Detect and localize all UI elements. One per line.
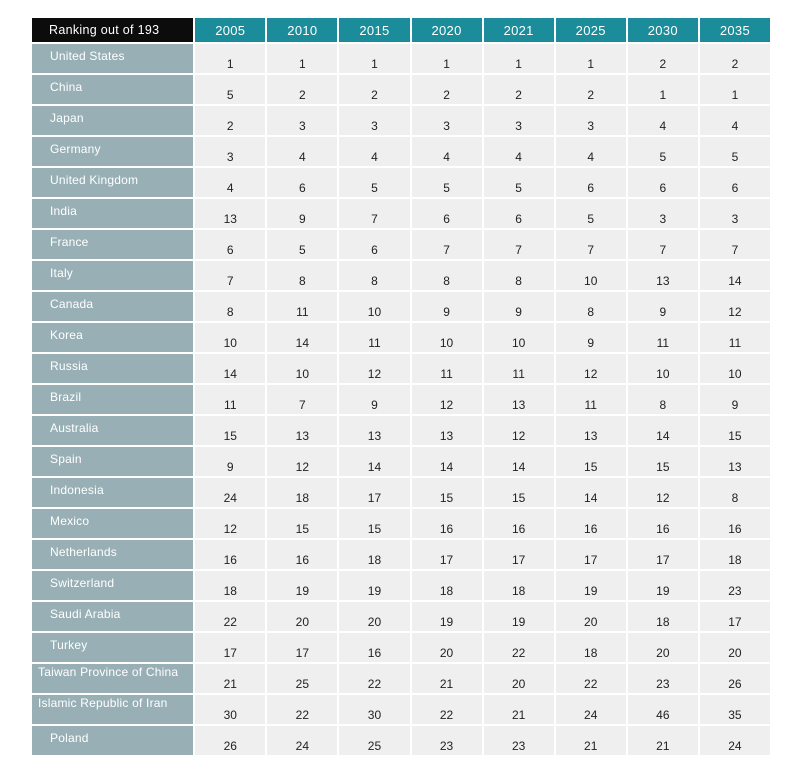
rank-value: 11 [339, 323, 409, 352]
rank-value: 8 [339, 261, 409, 290]
country-name: Korea [32, 323, 193, 352]
rank-value: 4 [700, 106, 770, 135]
rank-value: 20 [484, 664, 554, 693]
table-row [32, 478, 770, 507]
table-row [32, 137, 770, 166]
table-row [32, 168, 770, 197]
rank-value: 14 [484, 447, 554, 476]
rank-value: 18 [556, 633, 626, 662]
rank-value: 3 [339, 106, 409, 135]
rank-value: 7 [484, 230, 554, 259]
rank-value: 4 [412, 137, 482, 166]
rank-value: 6 [339, 230, 409, 259]
rank-value: 15 [700, 416, 770, 445]
rank-value: 12 [195, 509, 265, 538]
rank-value: 7 [339, 199, 409, 228]
rank-value: 19 [628, 571, 698, 600]
rank-value: 20 [700, 633, 770, 662]
rank-value: 14 [628, 416, 698, 445]
rank-value: 8 [412, 261, 482, 290]
rank-value: 11 [267, 292, 337, 321]
rank-value: 30 [339, 695, 409, 724]
table-row [32, 385, 770, 414]
table-row [32, 354, 770, 383]
table-row [32, 447, 770, 476]
rank-value: 17 [484, 540, 554, 569]
country-name: Germany [32, 137, 193, 166]
rank-value: 5 [267, 230, 337, 259]
rank-value: 20 [267, 602, 337, 631]
rank-value: 11 [195, 385, 265, 414]
rank-value: 13 [700, 447, 770, 476]
rank-value: 10 [195, 323, 265, 352]
table-row [32, 199, 770, 228]
rank-value: 14 [195, 354, 265, 383]
rank-value: 21 [628, 726, 698, 755]
rank-value: 5 [700, 137, 770, 166]
rank-value: 4 [484, 137, 554, 166]
rank-value: 1 [700, 75, 770, 104]
rank-value: 3 [267, 106, 337, 135]
country-name: China [32, 75, 193, 104]
rank-value: 1 [267, 44, 337, 73]
rank-value: 6 [412, 199, 482, 228]
table-row [32, 633, 770, 662]
rank-value: 22 [412, 695, 482, 724]
rank-value: 12 [700, 292, 770, 321]
rank-value: 8 [484, 261, 554, 290]
country-name: Indonesia [32, 478, 193, 507]
table-row [32, 664, 770, 693]
rank-value: 2 [484, 75, 554, 104]
country-name: Russia [32, 354, 193, 383]
rank-value: 13 [195, 199, 265, 228]
rank-value: 1 [556, 44, 626, 73]
rank-value: 6 [628, 168, 698, 197]
rank-value: 22 [267, 695, 337, 724]
table-row [32, 695, 770, 724]
rank-value: 5 [412, 168, 482, 197]
rank-value: 25 [339, 726, 409, 755]
table-row [32, 509, 770, 538]
rank-value: 5 [484, 168, 554, 197]
rank-value: 24 [700, 726, 770, 755]
rank-value: 12 [556, 354, 626, 383]
rank-value: 24 [195, 478, 265, 507]
rank-value: 16 [484, 509, 554, 538]
rank-value: 17 [339, 478, 409, 507]
rank-value: 7 [195, 261, 265, 290]
table-row [32, 726, 770, 755]
rank-value: 8 [195, 292, 265, 321]
rank-value: 9 [700, 385, 770, 414]
country-name: France [32, 230, 193, 259]
country-name: Italy [32, 261, 193, 290]
rank-value: 1 [484, 44, 554, 73]
table-row [32, 44, 770, 73]
rank-value: 12 [412, 385, 482, 414]
rank-value: 15 [628, 447, 698, 476]
rank-value: 13 [339, 416, 409, 445]
rank-value: 16 [412, 509, 482, 538]
rank-value: 3 [484, 106, 554, 135]
rank-value: 5 [556, 199, 626, 228]
rank-value: 2 [195, 106, 265, 135]
rank-value: 1 [339, 44, 409, 73]
rank-value: 17 [412, 540, 482, 569]
rank-value: 3 [195, 137, 265, 166]
rank-value: 26 [195, 726, 265, 755]
country-name: Taiwan Province of China [32, 664, 193, 693]
country-name: Japan [32, 106, 193, 135]
rank-value: 6 [556, 168, 626, 197]
rank-value: 7 [556, 230, 626, 259]
rank-value: 19 [339, 571, 409, 600]
rank-value: 7 [700, 230, 770, 259]
rank-value: 15 [267, 509, 337, 538]
rank-value: 9 [556, 323, 626, 352]
year-header: 2021 [484, 18, 554, 42]
rank-value: 11 [628, 323, 698, 352]
rank-value: 15 [556, 447, 626, 476]
rank-value: 21 [484, 695, 554, 724]
rank-value: 23 [484, 726, 554, 755]
year-header: 2010 [267, 18, 337, 42]
rank-value: 20 [339, 602, 409, 631]
rank-value: 8 [556, 292, 626, 321]
country-name: Switzerland [32, 571, 193, 600]
rank-value: 16 [195, 540, 265, 569]
rank-value: 9 [484, 292, 554, 321]
rank-value: 2 [628, 44, 698, 73]
rank-value: 4 [195, 168, 265, 197]
rank-value: 2 [700, 44, 770, 73]
rank-value: 26 [700, 664, 770, 693]
rank-value: 14 [339, 447, 409, 476]
year-header: 2025 [556, 18, 626, 42]
rank-value: 23 [700, 571, 770, 600]
table-row [32, 292, 770, 321]
rank-value: 16 [700, 509, 770, 538]
table-row [32, 602, 770, 631]
rank-value: 12 [267, 447, 337, 476]
rank-value: 24 [267, 726, 337, 755]
rank-value: 3 [700, 199, 770, 228]
rank-value: 6 [267, 168, 337, 197]
rank-value: 20 [628, 633, 698, 662]
rank-value: 4 [628, 106, 698, 135]
rank-value: 14 [267, 323, 337, 352]
rank-value: 14 [700, 261, 770, 290]
rank-value: 15 [484, 478, 554, 507]
rank-value: 2 [412, 75, 482, 104]
table-row [32, 106, 770, 135]
rank-value: 18 [412, 571, 482, 600]
rank-value: 20 [556, 602, 626, 631]
table-row [32, 571, 770, 600]
rank-value: 15 [195, 416, 265, 445]
rank-value: 18 [700, 540, 770, 569]
table-row [32, 416, 770, 445]
rank-value: 7 [628, 230, 698, 259]
country-name: Saudi Arabia [32, 602, 193, 631]
rank-value: 11 [484, 354, 554, 383]
rank-value: 16 [628, 509, 698, 538]
rank-value: 10 [628, 354, 698, 383]
rank-value: 5 [628, 137, 698, 166]
country-name: Australia [32, 416, 193, 445]
rank-value: 8 [267, 261, 337, 290]
country-name: Poland [32, 726, 193, 755]
rank-value: 22 [339, 664, 409, 693]
rank-value: 13 [628, 261, 698, 290]
rank-value: 17 [195, 633, 265, 662]
rank-value: 10 [556, 261, 626, 290]
rank-value: 18 [267, 478, 337, 507]
rank-value: 12 [339, 354, 409, 383]
rank-value: 2 [556, 75, 626, 104]
rank-value: 15 [412, 478, 482, 507]
rank-value: 16 [556, 509, 626, 538]
rank-value: 16 [267, 540, 337, 569]
rank-value: 11 [412, 354, 482, 383]
rank-value: 6 [484, 199, 554, 228]
rank-value: 1 [412, 44, 482, 73]
rank-value: 8 [700, 478, 770, 507]
rank-value: 4 [267, 137, 337, 166]
rank-value: 22 [556, 664, 626, 693]
rank-value: 23 [412, 726, 482, 755]
country-name: Islamic Republic of Iran [32, 695, 193, 724]
rank-value: 14 [556, 478, 626, 507]
rank-value: 4 [339, 137, 409, 166]
rank-value: 46 [628, 695, 698, 724]
rank-value: 18 [339, 540, 409, 569]
rank-value: 13 [556, 416, 626, 445]
rank-value: 12 [628, 478, 698, 507]
rank-value: 18 [195, 571, 265, 600]
country-name: United States [32, 44, 193, 73]
ranking-header-label: Ranking out of 193 [32, 18, 193, 42]
table-row [32, 261, 770, 290]
rank-value: 21 [556, 726, 626, 755]
rank-value: 17 [700, 602, 770, 631]
rank-value: 16 [339, 633, 409, 662]
rank-value: 11 [700, 323, 770, 352]
rank-value: 3 [556, 106, 626, 135]
rank-value: 5 [339, 168, 409, 197]
country-name: United Kingdom [32, 168, 193, 197]
rank-value: 7 [412, 230, 482, 259]
rank-value: 2 [339, 75, 409, 104]
rank-value: 9 [195, 447, 265, 476]
rank-value: 21 [195, 664, 265, 693]
rank-value: 9 [628, 292, 698, 321]
rank-value: 4 [556, 137, 626, 166]
rank-value: 13 [412, 416, 482, 445]
rank-value: 11 [556, 385, 626, 414]
rank-value: 13 [267, 416, 337, 445]
rank-value: 15 [339, 509, 409, 538]
rank-value: 5 [195, 75, 265, 104]
rank-value: 19 [412, 602, 482, 631]
rank-value: 17 [556, 540, 626, 569]
header-row [32, 18, 770, 42]
table-row [32, 75, 770, 104]
rank-value: 14 [412, 447, 482, 476]
rank-value: 10 [339, 292, 409, 321]
country-name: Turkey [32, 633, 193, 662]
year-header: 2015 [339, 18, 409, 42]
table-body [32, 44, 770, 755]
table-row [32, 323, 770, 352]
rank-value: 25 [267, 664, 337, 693]
rank-value: 9 [267, 199, 337, 228]
year-header: 2005 [195, 18, 265, 42]
rank-value: 19 [267, 571, 337, 600]
rank-value: 19 [484, 602, 554, 631]
year-header: 2030 [628, 18, 698, 42]
country-name: Netherlands [32, 540, 193, 569]
table-row [32, 540, 770, 569]
rank-value: 18 [628, 602, 698, 631]
rank-value: 3 [628, 199, 698, 228]
rank-value: 22 [195, 602, 265, 631]
rank-value: 23 [628, 664, 698, 693]
ranking-table [30, 16, 772, 757]
rank-value: 1 [628, 75, 698, 104]
year-header: 2035 [700, 18, 770, 42]
rank-value: 9 [412, 292, 482, 321]
rank-value: 21 [412, 664, 482, 693]
country-name: Brazil [32, 385, 193, 414]
rank-value: 17 [628, 540, 698, 569]
rank-value: 10 [484, 323, 554, 352]
rank-value: 18 [484, 571, 554, 600]
country-name: India [32, 199, 193, 228]
year-header: 2020 [412, 18, 482, 42]
rank-value: 3 [412, 106, 482, 135]
country-name: Spain [32, 447, 193, 476]
rank-value: 17 [267, 633, 337, 662]
rank-value: 8 [628, 385, 698, 414]
rank-value: 2 [267, 75, 337, 104]
rank-value: 10 [267, 354, 337, 383]
rank-value: 13 [484, 385, 554, 414]
rank-value: 12 [484, 416, 554, 445]
rank-value: 6 [195, 230, 265, 259]
rank-value: 22 [484, 633, 554, 662]
rank-value: 10 [412, 323, 482, 352]
rank-value: 24 [556, 695, 626, 724]
table-row [32, 230, 770, 259]
rank-value: 30 [195, 695, 265, 724]
rank-value: 6 [700, 168, 770, 197]
rank-value: 9 [339, 385, 409, 414]
rank-value: 1 [195, 44, 265, 73]
rank-value: 10 [700, 354, 770, 383]
rank-value: 19 [556, 571, 626, 600]
rank-value: 20 [412, 633, 482, 662]
country-name: Mexico [32, 509, 193, 538]
rank-value: 7 [267, 385, 337, 414]
rank-value: 35 [700, 695, 770, 724]
country-name: Canada [32, 292, 193, 321]
